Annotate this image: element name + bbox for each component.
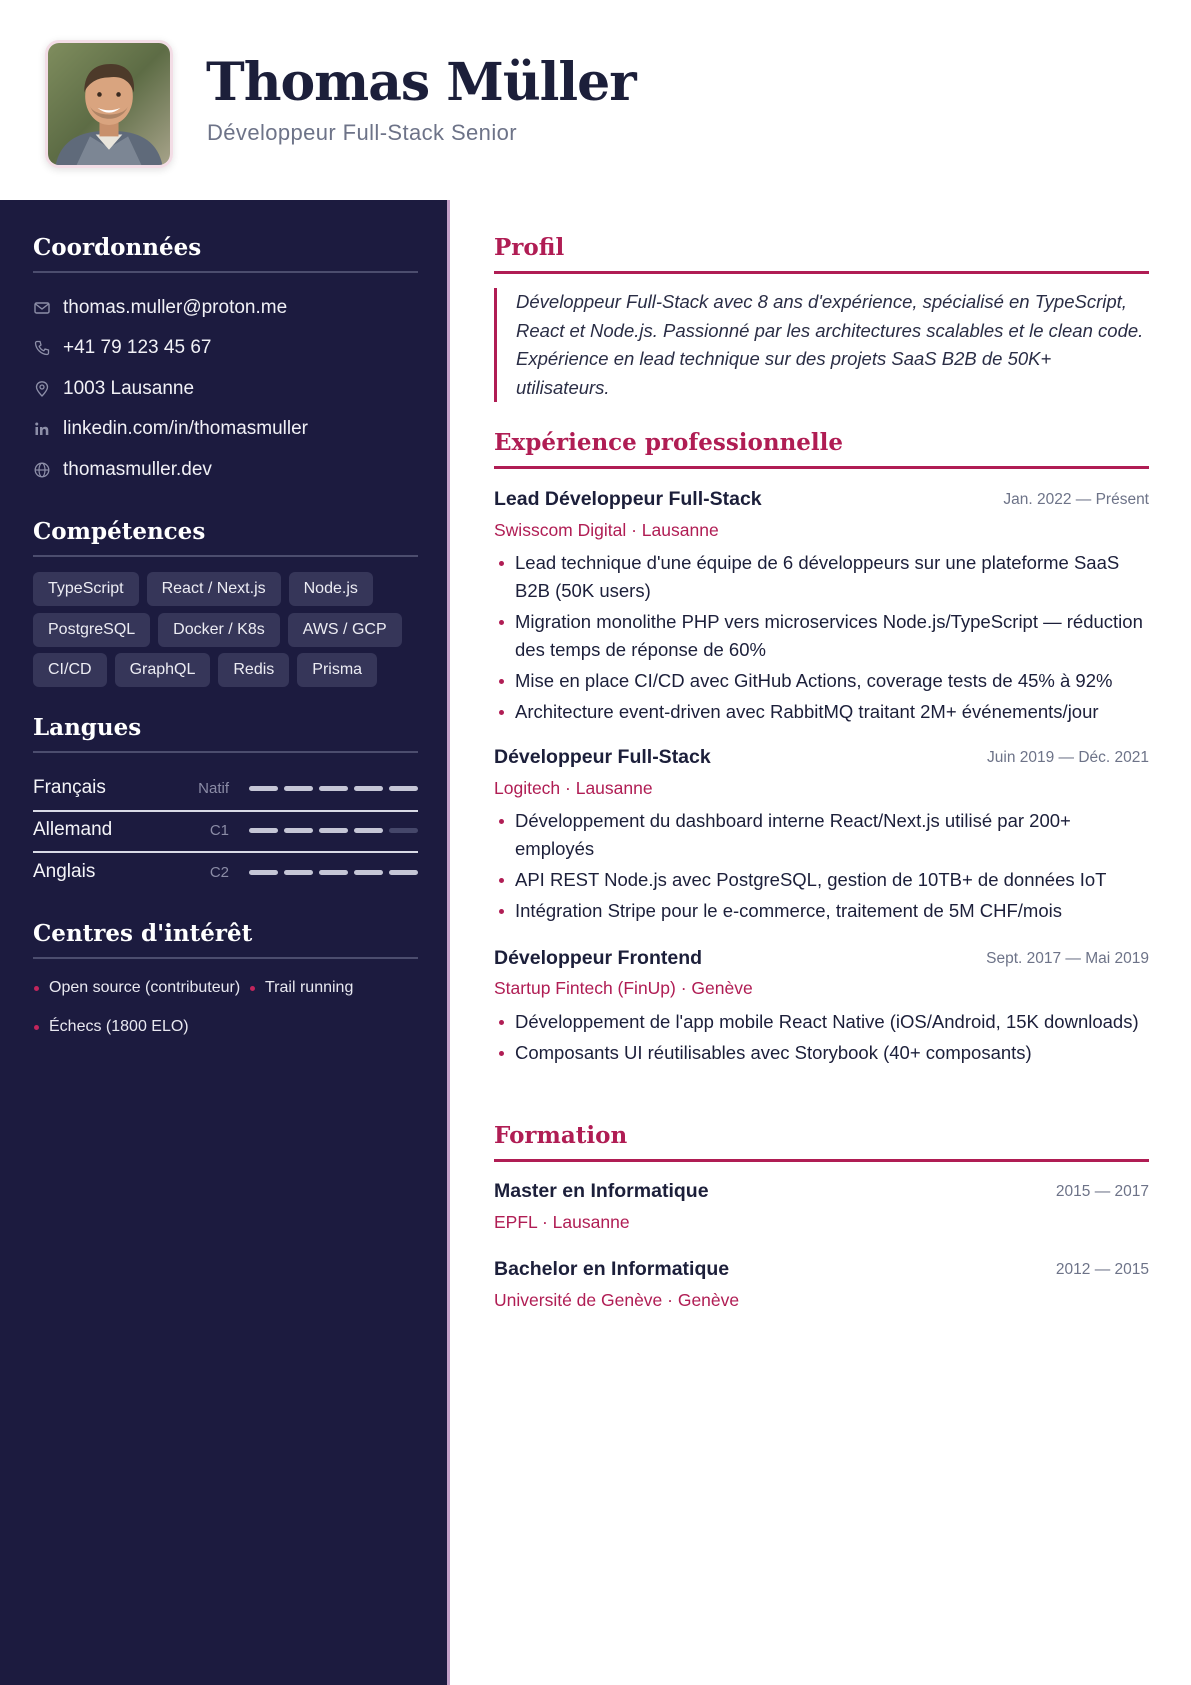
job-title: Développeur Full-Stack <box>494 746 711 768</box>
section-divider <box>33 555 418 557</box>
phone-icon <box>33 339 51 357</box>
job-company: Startup Fintech (FinUp) · Genève <box>494 978 753 998</box>
section-divider <box>33 751 418 753</box>
contact-linkedin[interactable] <box>33 415 308 443</box>
job-title: Lead Développeur Full-Stack <box>494 488 762 510</box>
skills-row <box>33 572 373 606</box>
language-meter-segment <box>354 870 383 875</box>
job-bullet: Développement du dashboard interne React/Next.js utilisé par 200+ employés <box>494 807 1149 863</box>
job-bullet: Développement de l'app mobile React Native (iOS/Android, 15K downloads) <box>494 1008 1149 1036</box>
language-row <box>33 768 418 808</box>
section-divider <box>494 271 1149 274</box>
language-meter-segment <box>284 786 313 791</box>
language-meter <box>249 870 418 875</box>
degree-school: EPFL · Lausanne <box>494 1212 630 1232</box>
degree-date: 2015 — 2017 <box>1055 1183 1149 1200</box>
skill-chip: GraphQL <box>115 653 211 687</box>
bullet-dot <box>34 986 39 991</box>
section-divider <box>33 957 418 959</box>
contact-address <box>33 375 194 403</box>
skill-chip: Redis <box>218 653 289 687</box>
skills-row <box>33 613 402 647</box>
interest-item <box>34 1018 189 1036</box>
language-meter <box>249 828 418 833</box>
language-level: C1 <box>209 821 229 839</box>
language-meter-segment <box>389 828 418 833</box>
language-name: Allemand <box>33 819 113 840</box>
skill-chip: AWS / GCP <box>288 613 402 647</box>
skill-chip: PostgreSQL <box>33 613 150 647</box>
skill-chip: Prisma <box>297 653 377 687</box>
skill-chip: TypeScript <box>33 572 139 606</box>
job-bullet: Migration monolithe PHP vers microservices Node.js/TypeScript — réduction des temps de réponse de 60% <box>494 608 1149 664</box>
contact-email-text: thomas.muller@proton.me <box>63 297 288 318</box>
contact-phone[interactable] <box>33 334 211 362</box>
language-meter-segment <box>354 828 383 833</box>
section-title-languages: Langues <box>33 714 142 741</box>
section-title-profile: Profil <box>494 234 565 261</box>
candidate-name: Thomas Müller <box>206 52 636 113</box>
section-divider <box>494 1159 1149 1162</box>
job-bullet: Mise en place CI/CD avec GitHub Actions, coverage tests de 45% à 92% <box>494 667 1149 695</box>
job-date: Jan. 2022 — Présent <box>1003 491 1149 508</box>
section-title-experience: Expérience professionnelle <box>494 429 844 456</box>
language-meter-segment <box>389 786 418 791</box>
language-name: Anglais <box>33 861 96 882</box>
job-date: Sept. 2017 — Mai 2019 <box>986 950 1149 967</box>
job-bullet: Lead technique d'une équipe de 6 développeurs sur une plateforme SaaS B2B (50K users) <box>494 549 1149 605</box>
skill-chip: CI/CD <box>33 653 107 687</box>
language-level: C2 <box>209 863 229 881</box>
job-bullets <box>494 549 1149 729</box>
job-company: Swisscom Digital · Lausanne <box>494 520 719 540</box>
contact-linkedin-text: linkedin.com/in/thomasmuller <box>63 418 308 439</box>
language-meter-segment <box>249 828 278 833</box>
profile-summary: Développeur Full-Stack avec 8 ans d'expérience, spécialisé en TypeScript, React et Node.js. Passionné par les architectures scalables et le clean code. Expérience en lead technique sur des projets SaaS B2B de 50K+ utilisateurs. <box>494 288 1149 402</box>
language-meter-segment <box>284 828 313 833</box>
job-bullets <box>494 1008 1149 1070</box>
section-divider <box>494 466 1149 469</box>
skills-row <box>33 653 377 687</box>
skill-chip: Docker / K8s <box>158 613 280 647</box>
job-bullet: Architecture event-driven avec RabbitMQ traitant 2M+ événements/jour <box>494 698 1149 726</box>
contact-address-text: 1003 Lausanne <box>63 378 195 399</box>
resume-header <box>0 0 1191 200</box>
interest-item <box>250 979 353 997</box>
section-title-education: Formation <box>494 1122 628 1149</box>
contact-website-text: thomasmuller.dev <box>63 459 212 480</box>
interest-text: Open source (contributeur) <box>49 979 241 996</box>
section-divider <box>33 271 418 273</box>
degree-school: Université de Genève · Genève <box>494 1290 740 1310</box>
location-icon <box>33 380 51 398</box>
language-row <box>33 810 418 850</box>
language-meter-segment <box>319 870 348 875</box>
language-meter-segment <box>389 870 418 875</box>
section-title-contact: Coordonnées <box>33 234 202 261</box>
section-title-skills: Compétences <box>33 518 206 545</box>
job-date: Juin 2019 — Déc. 2021 <box>987 749 1149 766</box>
profile-photo <box>45 40 173 168</box>
language-meter-segment <box>249 786 278 791</box>
language-meter-segment <box>354 786 383 791</box>
language-meter-segment <box>249 870 278 875</box>
mail-icon <box>33 299 51 317</box>
contact-email[interactable] <box>33 294 287 322</box>
job-title: Développeur Frontend <box>494 947 703 969</box>
language-meter-segment <box>319 828 348 833</box>
degree-date: 2012 — 2015 <box>1055 1261 1149 1278</box>
contact-website[interactable] <box>33 456 212 484</box>
job-bullet: Composants UI réutilisables avec Storybook (40+ composants) <box>494 1039 1149 1067</box>
linkedin-icon <box>33 420 51 438</box>
interest-item <box>34 979 240 997</box>
language-row <box>33 852 418 892</box>
globe-icon <box>33 461 51 479</box>
language-name: Français <box>33 777 106 798</box>
degree-title: Master en Informatique <box>494 1180 709 1202</box>
language-meter-segment <box>284 870 313 875</box>
bullet-dot <box>250 986 255 991</box>
interest-text: Trail running <box>265 979 354 996</box>
portrait-image <box>48 43 170 165</box>
degree-title: Bachelor en Informatique <box>494 1258 730 1280</box>
language-level: Natif <box>198 779 229 797</box>
bullet-dot <box>34 1025 39 1030</box>
skill-chip: Node.js <box>289 572 373 606</box>
language-meter <box>249 786 418 791</box>
language-meter-segment <box>319 786 348 791</box>
job-bullets <box>494 807 1149 928</box>
job-bullet: API REST Node.js avec PostgreSQL, gestion de 10TB+ de données IoT <box>494 866 1149 894</box>
job-company: Logitech · Lausanne <box>494 778 653 798</box>
candidate-title: Développeur Full-Stack Senior <box>207 120 517 145</box>
skill-chip: React / Next.js <box>147 572 281 606</box>
interest-text: Échecs (1800 ELO) <box>49 1018 189 1035</box>
section-title-interests: Centres d'intérêt <box>33 920 253 947</box>
job-bullet: Intégration Stripe pour le e-commerce, traitement de 5M CHF/mois <box>494 897 1149 925</box>
contact-phone-text: +41 79 123 45 67 <box>63 337 212 358</box>
